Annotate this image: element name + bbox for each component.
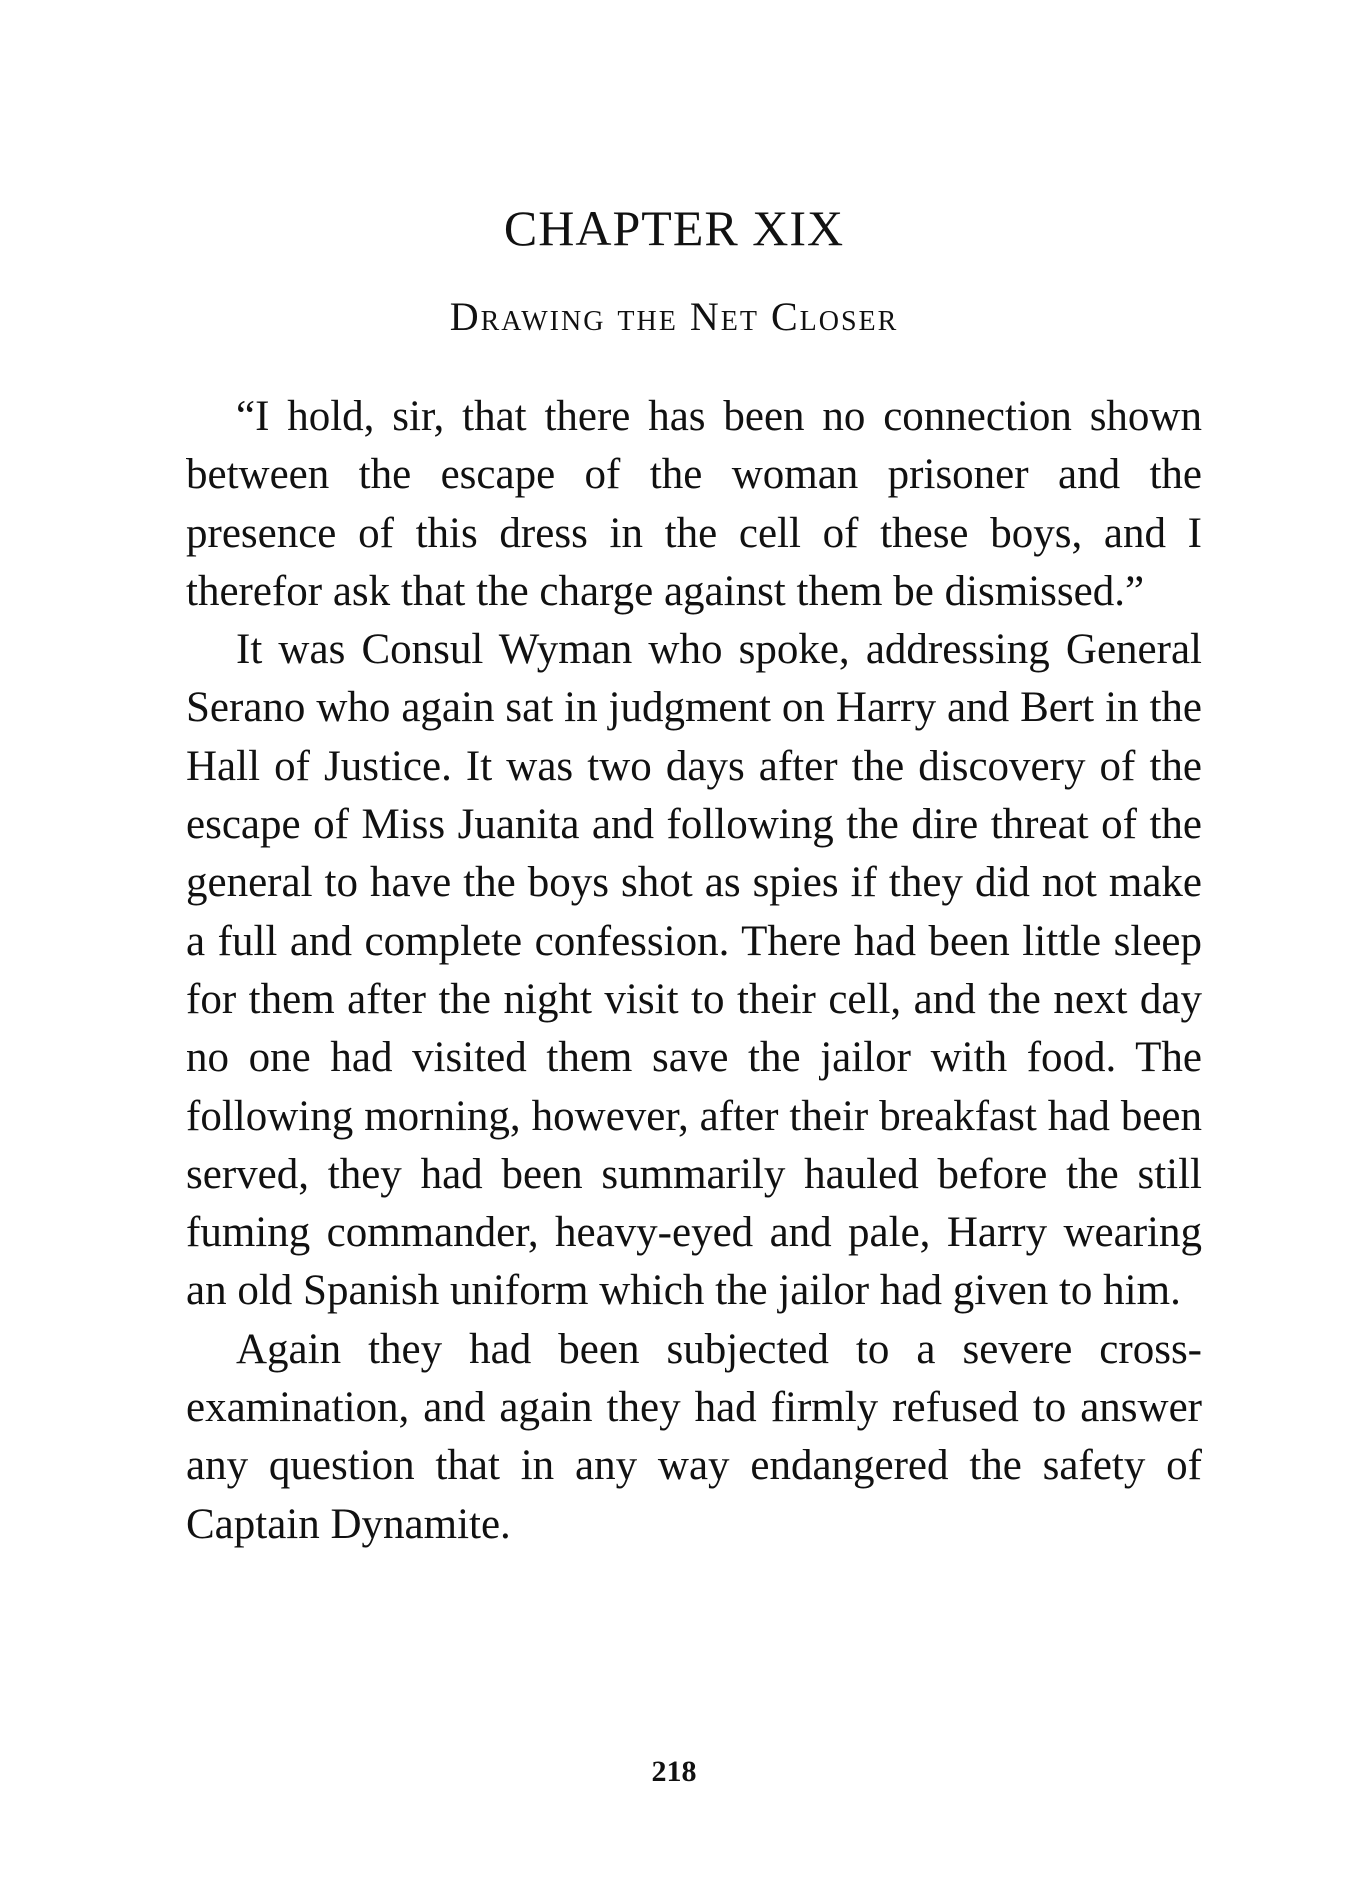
chapter-title: Drawing the Net Closer	[449, 294, 899, 339]
paragraph: It was Consul Wyman who spoke, addressing General Serano who again sat in judgment on Harry and Bert in the Hall of Justice. It was two days after the discovery of the escape of Miss Juanita and following the dire threat of the general to have the boys shot as spies if they did not make a full and complete confession. There had been little sleep for them after the night visit to their cell, and the next day no one had visited them save the jailor with food. The following morning, however, after their breakfast had been served, they had been summarily hauled before the still fuming commander, heavy-eyed and pale, Harry wearing an old Spanish uniform which the jailor had given to him.	[186, 626, 1202, 1315]
chapter-body	[186, 388, 1202, 1554]
page-number: 218	[651, 1755, 697, 1788]
chapter-number: CHAPTER XIX	[503, 200, 845, 256]
paragraph: “I hold, sir, that there has been no connection shown between the escape of the woman prisoner and the presence of this dress in the cell of these boys, and I therefor ask that the charge against them be dismissed.”	[186, 393, 1202, 615]
paragraph: Again they had been subjected to a severe cross-examination, and again they had firmly refused to answer any question that in any way endangered the safety of Captain Dynamite.	[186, 1325, 1202, 1548]
